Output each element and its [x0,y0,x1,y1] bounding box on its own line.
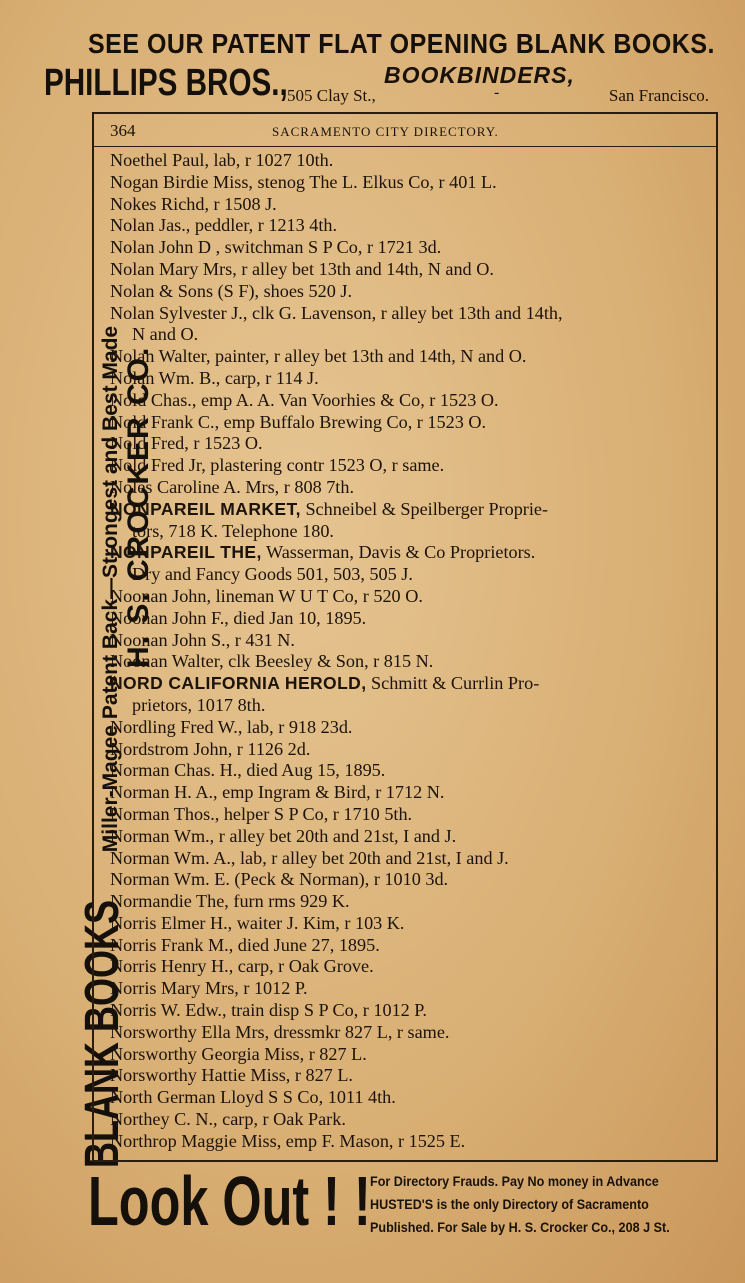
directory-entry [110,956,710,978]
entry-text: Noles Caroline A. Mrs, r 808 7th. [110,476,354,497]
brand-advertisement [44,62,734,108]
entry-text: Norman Wm. A., lab, r alley bet 20th and 21st, I and J. [110,847,509,868]
bottom-ad-line: Published. For Sale by H. S. Crocker Co., 208 J St. [370,1219,670,1235]
entry-text: Norman H. A., emp Ingram & Bird, r 1712 N. [110,782,445,803]
directory-entry [110,237,710,259]
entry-text: Norman Wm. E. (Peck & Norman), r 1010 3d. [110,869,449,890]
entry-text: Noonan John S., r 431 N. [110,629,295,650]
brand-address: 505 Clay St., [287,86,376,105]
side-ad-small: Miller-Magee Patent Back—Strongest and Best Made [99,325,122,853]
directory-entry [110,346,710,368]
entry-bold-name: NONPAREIL THE, [110,542,262,563]
entry-text: Noonan John F., died Jan 10, 1895. [110,607,367,628]
entry-text: Norman Thos., helper S P Co, r 1710 5th. [110,803,413,824]
entry-text: Norman Wm., r alley bet 20th and 21st, I and J. [110,825,457,846]
entry-text: Nold Chas., emp A. A. Van Voorhies & Co, r 1523 O. [110,389,499,410]
entry-text: North German Lloyd S S Co, 1011 4th. [110,1087,396,1108]
entry-text: Nold Frank C., emp Buffalo Brewing Co, r 1523 O. [110,411,487,432]
directory-entry [110,1109,710,1131]
entry-text: Nolan Mary Mrs, r alley bet 13th and 14th, N and O. [110,258,494,279]
entry-text: Nogan Birdie Miss, stenog The L. Elkus Co, r 401 L. [110,171,497,192]
directory-entry [110,1044,710,1066]
entry-continuation: N and O. [132,324,199,345]
brand-city: San Francisco. [608,86,709,105]
entry-continuation: prietors, 1017 8th. [132,694,266,715]
entry-text: Nolan & Sons (S F), shoes 520 J. [110,280,353,301]
directory-entry [110,215,710,237]
directory-entry [110,673,710,717]
directory-entry [110,1087,710,1109]
directory-entry [110,303,710,347]
brand-separator: - [494,84,500,101]
bottom-ad-text [370,1170,670,1239]
entry-text: Norman Chas. H., died Aug 15, 1895. [110,760,386,781]
entry-text: Schneibel & Speilberger Proprie- [300,498,549,519]
directory-entry [110,586,710,608]
entry-text: Norsworthy Georgia Miss, r 827 L. [110,1043,367,1064]
entry-text: Norris Henry H., carp, r Oak Grove. [110,956,374,977]
directory-entry [110,717,710,739]
directory-entry [110,1131,710,1153]
entry-list [110,150,710,1153]
directory-entry [110,651,710,673]
directory-entry [110,891,710,913]
directory-entry [110,281,710,303]
entry-continuation: Dry and Fancy Goods 501, 503, 505 J. [132,564,413,585]
entry-text: Nordstrom John, r 1126 2d. [110,738,311,759]
directory-entry [110,542,710,586]
directory-entry [110,477,710,499]
directory-entry [110,412,710,434]
entry-text: Norsworthy Hattie Miss, r 827 L. [110,1065,353,1086]
entry-text: Wasserman, Davis & Co Proprietors. [261,542,536,563]
directory-entry [110,739,710,761]
entry-text: Norris W. Edw., train disp S P Co, r 1012 P. [110,1000,427,1021]
top-advertisement: SEE OUR PATENT FLAT OPENING BLANK BOOKS. [88,28,715,60]
entry-text: Norris Mary Mrs, r 1012 P. [110,978,308,999]
entry-bold-name: NONPAREIL MARKET, [110,498,301,519]
directory-entry [110,848,710,870]
entry-continuation: tors, 718 K. Telephone 180. [132,520,334,541]
brand-subtitle: BOOKBINDERS, [384,62,575,88]
entry-text: Nolan Jas., peddler, r 1213 4th. [110,215,338,236]
directory-entry [110,1000,710,1022]
entry-text: Noonan John, lineman W U T Co, r 520 O. [110,585,423,606]
entry-text: Northrop Maggie Miss, emp F. Mason, r 1525 E. [110,1130,466,1151]
directory-entry [110,608,710,630]
entry-text: Nolan Sylvester J., clk G. Lavenson, r alley bet 13th and 14th, [110,302,563,323]
directory-entry [110,259,710,281]
bottom-advertisement [88,1162,743,1268]
page-header [94,118,716,147]
entry-text: Noethel Paul, lab, r 1027 10th. [110,150,334,170]
directory-entry [110,433,710,455]
entry-text: Nordling Fred W., lab, r 918 23d. [110,716,353,737]
entry-text: Schmitt & Currlin Pro- [366,673,540,694]
directory-entry [110,913,710,935]
directory-entry [110,978,710,1000]
entry-bold-name: NORD CALIFORNIA HEROLD, [110,673,367,694]
directory-entry [110,630,710,652]
bottom-ad-line: For Directory Frauds. Pay No money in Advance [370,1173,659,1189]
side-ad-big: BLANK BOOKS [76,900,129,1168]
directory-frame [92,112,718,1162]
directory-entry [110,455,710,477]
directory-entry [110,150,710,172]
side-ad-company: H. S. CROCKER CO. [122,345,155,668]
directory-entry [110,194,710,216]
entry-text: Normandie The, furn rms 929 K. [110,891,350,912]
bottom-ad-line: HUSTED'S is the only Directory of Sacramento [370,1196,649,1212]
directory-entry [110,760,710,782]
directory-entry [110,1065,710,1087]
entry-text: Nolan John D , switchman S P Co, r 1721 3d. [110,237,442,258]
directory-entry [110,172,710,194]
entry-text: Norris Frank M., died June 27, 1895. [110,934,380,955]
entry-text: Noonan Walter, clk Beesley & Son, r 815 N. [110,651,434,672]
entry-text: Northey C. N., carp, r Oak Park. [110,1109,346,1130]
entry-text: Nolan Walter, painter, r alley bet 13th and 14th, N and O. [110,346,527,367]
entry-text: Nokes Richd, r 1508 J. [110,193,277,214]
directory-entry [110,1022,710,1044]
directory-entry [110,368,710,390]
directory-entry [110,804,710,826]
entry-text: Norsworthy Ella Mrs, dressmkr 827 L, r same. [110,1021,450,1042]
entry-text: Nolan Wm. B., carp, r 114 J. [110,367,319,388]
look-out-headline: Look Out ! ! [88,1162,371,1240]
brand-name: PHILLIPS BROS., [44,62,288,104]
page-number: 364 [110,121,136,140]
entry-text: Norris Elmer H., waiter J. Kim, r 103 K. [110,912,405,933]
directory-entry [110,826,710,848]
directory-entry [110,782,710,804]
directory-title: SACRAMENTO CITY DIRECTORY. [272,124,499,139]
entry-text: Nold Fred Jr, plastering contr 1523 O, r same. [110,455,445,476]
directory-entry [110,499,710,543]
directory-entry [110,869,710,891]
entry-text: Nold Fred, r 1523 O. [110,433,263,454]
directory-entry [110,390,710,412]
directory-entry [110,935,710,957]
